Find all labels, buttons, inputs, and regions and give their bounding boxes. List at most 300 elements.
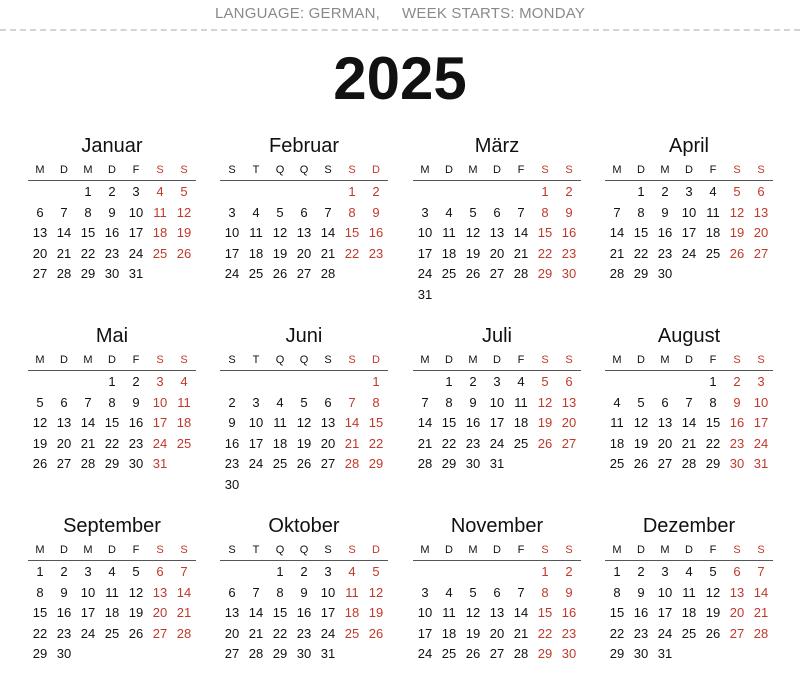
- day-cell: 31: [489, 456, 505, 471]
- day-grid: [220, 181, 388, 285]
- weekday-header: [28, 350, 196, 371]
- day-cell: 1: [36, 564, 44, 579]
- day-cell: 30: [633, 646, 649, 661]
- month-block: [413, 322, 581, 475]
- day-cell: 29: [537, 646, 553, 661]
- weekday-label: M: [83, 544, 93, 556]
- day-cell: 4: [252, 204, 260, 220]
- month-name: September: [63, 515, 161, 537]
- day-cell: 20: [489, 625, 505, 641]
- day-cell: 8: [84, 204, 92, 220]
- day-cell: 16: [56, 605, 72, 620]
- month-block: [220, 322, 388, 495]
- day-cell: 3: [156, 374, 164, 389]
- day-grid: [220, 371, 388, 495]
- day-cell: 23: [561, 625, 577, 641]
- day-cell: 8: [613, 584, 621, 600]
- day-cell: 18: [344, 605, 360, 620]
- day-cell: 2: [60, 564, 68, 579]
- day-cell: 8: [445, 394, 453, 410]
- day-cell: 24: [681, 245, 697, 261]
- day-empty: [413, 562, 437, 583]
- day-cell: 22: [104, 435, 120, 451]
- day-cell: 15: [441, 415, 457, 430]
- day-cell: 6: [661, 394, 669, 410]
- day-cell: 27: [729, 625, 745, 641]
- weekday-label: M: [468, 544, 478, 556]
- day-cell: 25: [176, 435, 192, 451]
- month-name: April: [668, 135, 709, 157]
- month-block: [605, 132, 773, 285]
- day-cell: 7: [757, 564, 765, 579]
- day-cell: 28: [681, 456, 697, 471]
- weekday-label: M: [612, 544, 622, 556]
- day-empty: [461, 182, 485, 203]
- day-cell: 5: [300, 394, 308, 410]
- day-cell: 2: [108, 184, 116, 199]
- day-empty: [485, 562, 509, 583]
- day-cell: 14: [176, 584, 192, 600]
- weekday-header: [28, 540, 196, 561]
- day-cell: 8: [541, 584, 549, 600]
- day-cell: 30: [657, 266, 673, 281]
- day-cell: 20: [320, 435, 336, 451]
- day-cell: 23: [729, 435, 745, 451]
- day-cell: 13: [561, 394, 577, 410]
- weekday-label: D: [685, 354, 693, 366]
- day-cell: 13: [296, 225, 312, 240]
- weekday-label: Q: [299, 354, 309, 366]
- weekday-label: D: [372, 544, 380, 556]
- day-cell: 14: [753, 584, 769, 600]
- day-cell: 14: [609, 225, 625, 240]
- day-cell: 14: [513, 605, 529, 620]
- day-cell: 12: [32, 415, 48, 430]
- day-cell: 22: [80, 245, 96, 261]
- day-cell: 30: [104, 266, 120, 281]
- day-cell: 16: [224, 435, 240, 451]
- day-cell: 21: [344, 435, 360, 451]
- day-cell: 23: [296, 625, 312, 641]
- weekday-label: D: [445, 544, 453, 556]
- weekday-label: D: [372, 354, 380, 366]
- day-cell: 27: [753, 245, 769, 261]
- day-empty: [292, 372, 316, 393]
- day-cell: 25: [681, 625, 697, 641]
- day-cell: 9: [661, 204, 669, 220]
- day-cell: 30: [729, 456, 745, 471]
- day-cell: 7: [517, 204, 525, 220]
- weekday-label: S: [348, 544, 356, 556]
- day-cell: 7: [252, 584, 260, 600]
- day-cell: 28: [609, 266, 625, 281]
- day-cell: 25: [104, 625, 120, 641]
- day-cell: 21: [248, 625, 264, 641]
- day-cell: 27: [224, 646, 240, 661]
- day-cell: 27: [320, 456, 336, 471]
- weekday-label: D: [60, 354, 68, 366]
- dashed-divider: [0, 29, 800, 31]
- day-cell: 15: [104, 415, 120, 430]
- day-cell: 10: [417, 605, 433, 620]
- day-cell: 16: [296, 605, 312, 620]
- day-cell: 8: [709, 394, 717, 410]
- day-cell: 5: [541, 374, 549, 389]
- weekday-label: M: [83, 164, 93, 176]
- day-cell: 1: [541, 184, 549, 199]
- weekday-label: S: [733, 544, 741, 556]
- day-cell: 10: [80, 584, 96, 600]
- day-cell: 24: [417, 266, 433, 281]
- day-cell: 30: [56, 646, 72, 661]
- day-grid: [605, 371, 773, 475]
- weekday-header: [220, 160, 388, 181]
- day-cell: 15: [344, 225, 360, 240]
- weekday-label: M: [35, 354, 45, 366]
- week-start-label: WEEK STARTS: MONDAY: [402, 5, 586, 22]
- day-empty: [52, 182, 76, 203]
- day-cell: 11: [442, 605, 456, 620]
- month-block: [28, 512, 196, 665]
- day-cell: 20: [56, 435, 72, 451]
- day-cell: 11: [345, 584, 359, 600]
- day-cell: 22: [441, 435, 457, 451]
- day-cell: 15: [368, 415, 384, 430]
- day-cell: 29: [368, 456, 384, 471]
- day-cell: 11: [610, 415, 624, 430]
- day-cell: 25: [441, 646, 457, 661]
- day-cell: 4: [445, 584, 453, 600]
- day-cell: 13: [657, 415, 673, 430]
- weekday-label: S: [541, 164, 549, 176]
- day-cell: 17: [417, 625, 433, 641]
- day-cell: 8: [36, 584, 44, 600]
- day-cell: 15: [32, 605, 48, 620]
- day-cell: 6: [733, 564, 741, 579]
- day-cell: 28: [248, 646, 264, 661]
- day-empty: [509, 562, 533, 583]
- day-cell: 23: [104, 245, 120, 261]
- day-cell: 8: [541, 204, 549, 220]
- day-cell: 9: [300, 584, 308, 600]
- day-grid: [413, 561, 581, 665]
- month-block: [28, 322, 196, 475]
- day-empty: [28, 372, 52, 393]
- day-cell: 12: [272, 225, 288, 240]
- day-cell: 8: [372, 394, 380, 410]
- day-cell: 5: [469, 584, 477, 600]
- day-cell: 25: [441, 266, 457, 281]
- weekday-label: D: [372, 164, 380, 176]
- day-cell: 12: [633, 415, 649, 430]
- month-name: Februar: [268, 135, 340, 157]
- day-cell: 12: [296, 415, 312, 430]
- day-cell: 1: [84, 184, 92, 199]
- day-cell: 24: [417, 646, 433, 661]
- day-cell: 20: [753, 225, 769, 240]
- day-cell: 14: [417, 415, 433, 430]
- day-cell: 23: [465, 435, 481, 451]
- weekday-label: S: [324, 354, 332, 366]
- day-cell: 24: [80, 625, 96, 641]
- day-cell: 22: [705, 435, 721, 451]
- day-cell: 27: [561, 435, 577, 451]
- weekday-label: S: [733, 354, 741, 366]
- day-cell: 29: [537, 266, 553, 281]
- day-cell: 1: [541, 564, 549, 579]
- day-cell: 21: [609, 245, 625, 261]
- day-empty: [340, 372, 364, 393]
- day-cell: 28: [176, 625, 192, 641]
- day-cell: 13: [152, 584, 168, 600]
- day-cell: 2: [469, 374, 477, 389]
- day-cell: 30: [465, 456, 481, 471]
- day-cell: 31: [657, 646, 673, 661]
- day-cell: 3: [421, 584, 429, 600]
- day-cell: 19: [272, 245, 288, 261]
- day-cell: 2: [228, 394, 236, 410]
- day-cell: 29: [609, 646, 625, 661]
- day-cell: 27: [56, 456, 72, 471]
- weekday-label: D: [493, 164, 501, 176]
- day-cell: 18: [441, 625, 457, 641]
- day-cell: 31: [152, 456, 168, 471]
- day-cell: 25: [272, 456, 288, 471]
- day-cell: 6: [493, 584, 501, 600]
- weekday-label: T: [252, 354, 260, 366]
- day-cell: 14: [344, 415, 360, 430]
- day-cell: 14: [56, 225, 72, 240]
- day-cell: 23: [561, 245, 577, 261]
- day-cell: 11: [706, 204, 720, 220]
- day-cell: 13: [320, 415, 336, 430]
- month-block: [28, 132, 196, 285]
- day-cell: 29: [705, 456, 721, 471]
- day-cell: 11: [442, 225, 456, 240]
- day-cell: 2: [565, 184, 573, 199]
- day-grid: [605, 561, 773, 665]
- day-cell: 6: [324, 394, 332, 410]
- day-cell: 21: [681, 435, 697, 451]
- day-empty: [437, 182, 461, 203]
- day-cell: 10: [248, 415, 264, 430]
- weekday-label: D: [493, 544, 501, 556]
- day-cell: 24: [152, 435, 168, 451]
- weekday-label: M: [420, 164, 430, 176]
- day-empty: [316, 182, 340, 203]
- day-cell: 22: [368, 435, 384, 451]
- day-cell: 26: [368, 625, 384, 641]
- day-cell: 28: [80, 456, 96, 471]
- day-cell: 31: [128, 266, 144, 281]
- day-cell: 5: [276, 204, 284, 220]
- day-cell: 15: [609, 605, 625, 620]
- weekday-header: [413, 540, 581, 561]
- weekday-label: S: [348, 354, 356, 366]
- day-cell: 27: [296, 266, 312, 281]
- weekday-header: [28, 160, 196, 181]
- weekday-label: Q: [275, 164, 285, 176]
- day-cell: 17: [489, 415, 505, 430]
- day-cell: 18: [152, 225, 168, 240]
- day-empty: [485, 182, 509, 203]
- weekday-header: [413, 350, 581, 371]
- day-cell: 24: [657, 625, 673, 641]
- day-cell: 18: [248, 245, 264, 261]
- day-cell: 28: [753, 625, 769, 641]
- weekday-label: Q: [299, 544, 309, 556]
- day-cell: 4: [709, 184, 717, 199]
- weekday-label: M: [660, 544, 670, 556]
- day-cell: 12: [128, 584, 144, 600]
- day-cell: 13: [224, 605, 240, 620]
- day-cell: 9: [132, 394, 140, 410]
- day-empty: [413, 372, 437, 393]
- day-cell: 16: [657, 225, 673, 240]
- day-cell: 15: [537, 605, 553, 620]
- day-cell: 21: [80, 435, 96, 451]
- day-cell: 28: [56, 266, 72, 281]
- day-cell: 1: [108, 374, 116, 389]
- day-cell: 13: [56, 415, 72, 430]
- day-cell: 19: [465, 245, 481, 261]
- day-cell: 28: [344, 456, 360, 471]
- weekday-label: F: [132, 544, 140, 556]
- day-cell: 24: [224, 266, 240, 281]
- day-cell: 20: [224, 625, 240, 641]
- weekday-header: [220, 540, 388, 561]
- month-block: [220, 132, 388, 285]
- day-cell: 1: [613, 564, 621, 579]
- day-cell: 6: [300, 204, 308, 220]
- day-cell: 24: [489, 435, 505, 451]
- day-empty: [52, 372, 76, 393]
- month-block: [413, 512, 581, 665]
- day-cell: 29: [104, 456, 120, 471]
- weekday-label: F: [517, 544, 525, 556]
- day-cell: 9: [372, 204, 380, 220]
- weekday-label: T: [252, 544, 260, 556]
- day-cell: 15: [537, 225, 553, 240]
- day-cell: 9: [228, 415, 236, 430]
- day-cell: 22: [537, 245, 553, 261]
- day-grid: [605, 181, 773, 285]
- month-name: Januar: [81, 135, 143, 157]
- day-cell: 19: [537, 415, 553, 430]
- day-cell: 31: [320, 646, 336, 661]
- day-cell: 15: [272, 605, 288, 620]
- day-cell: 6: [757, 184, 765, 199]
- day-cell: 27: [489, 646, 505, 661]
- weekday-label: D: [60, 164, 68, 176]
- weekday-label: S: [324, 164, 332, 176]
- month-block: [220, 512, 388, 665]
- day-cell: 2: [733, 374, 741, 389]
- weekday-label: M: [35, 164, 45, 176]
- weekday-label: D: [685, 164, 693, 176]
- day-cell: 11: [249, 225, 263, 240]
- day-cell: 5: [132, 564, 140, 579]
- day-cell: 9: [733, 394, 741, 410]
- day-cell: 4: [180, 374, 188, 389]
- day-cell: 4: [613, 394, 621, 410]
- day-cell: 11: [153, 204, 167, 220]
- weekday-label: S: [541, 544, 549, 556]
- day-empty: [244, 182, 268, 203]
- month-name: Mai: [95, 325, 129, 347]
- day-cell: 24: [128, 245, 144, 261]
- day-cell: 14: [248, 605, 264, 620]
- day-cell: 1: [637, 184, 645, 199]
- day-cell: 4: [276, 394, 284, 410]
- day-cell: 4: [517, 374, 525, 389]
- month-name: Dezember: [642, 515, 736, 537]
- day-cell: 17: [152, 415, 168, 430]
- weekday-label: S: [324, 544, 332, 556]
- day-cell: 20: [296, 245, 312, 261]
- day-empty: [316, 372, 340, 393]
- day-cell: 9: [637, 584, 645, 600]
- weekday-label: F: [132, 354, 140, 366]
- day-grid: [28, 371, 196, 475]
- day-cell: 22: [344, 245, 360, 261]
- day-cell: 23: [56, 625, 72, 641]
- weekday-label: S: [228, 354, 236, 366]
- day-cell: 30: [224, 476, 240, 492]
- day-cell: 14: [320, 225, 336, 240]
- day-cell: 4: [348, 564, 356, 579]
- weekday-label: S: [156, 544, 164, 556]
- day-cell: 1: [709, 374, 717, 389]
- day-cell: 10: [152, 394, 168, 410]
- day-cell: 3: [757, 374, 765, 389]
- day-cell: 21: [56, 245, 72, 261]
- day-cell: 25: [344, 625, 360, 641]
- day-cell: 12: [729, 204, 745, 220]
- day-cell: 4: [685, 564, 693, 579]
- day-cell: 22: [32, 625, 48, 641]
- day-cell: 27: [489, 266, 505, 281]
- weekday-label: S: [565, 544, 573, 556]
- day-cell: 26: [272, 266, 288, 281]
- day-cell: 7: [180, 564, 188, 579]
- day-cell: 24: [320, 625, 336, 641]
- day-cell: 23: [128, 435, 144, 451]
- top-caption: [0, 5, 800, 22]
- day-cell: 9: [469, 394, 477, 410]
- day-cell: 10: [224, 225, 240, 240]
- day-cell: 21: [513, 245, 529, 261]
- day-cell: 26: [32, 456, 48, 471]
- day-grid: [413, 371, 581, 475]
- weekday-label: M: [612, 164, 622, 176]
- day-cell: 1: [348, 184, 356, 199]
- month-name: August: [657, 325, 721, 347]
- weekday-label: D: [108, 164, 116, 176]
- day-cell: 12: [705, 584, 721, 600]
- day-cell: 27: [657, 456, 673, 471]
- day-cell: 5: [36, 394, 44, 410]
- day-cell: 22: [272, 625, 288, 641]
- day-cell: 2: [637, 564, 645, 579]
- weekday-label: M: [83, 354, 93, 366]
- day-cell: 30: [561, 646, 577, 661]
- weekday-label: S: [757, 544, 765, 556]
- day-empty: [653, 372, 677, 393]
- day-cell: 17: [224, 245, 240, 261]
- day-empty: [629, 372, 653, 393]
- day-cell: 25: [513, 435, 529, 451]
